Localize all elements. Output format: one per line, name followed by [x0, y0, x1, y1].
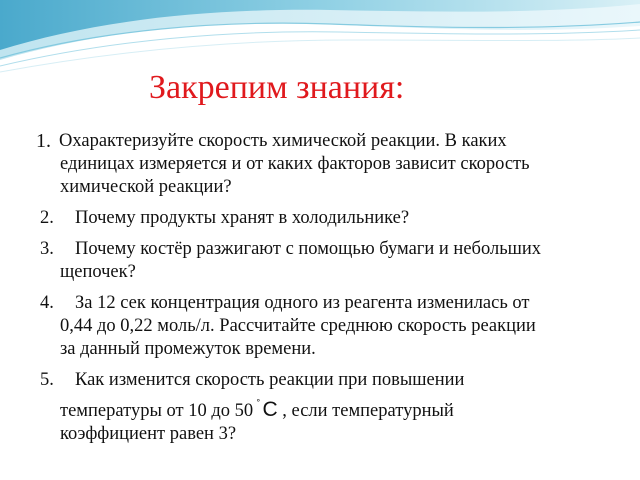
- wave-line-3: [0, 38, 640, 72]
- question-text-line: коэффициент равен 3?: [60, 424, 237, 444]
- question-text-segment: , если температурный: [282, 401, 454, 421]
- question-text-line-with-unit: [60, 392, 600, 423]
- question-list: [0, 130, 640, 454]
- question-number: 3.: [40, 239, 54, 259]
- question-item-2: [0, 207, 600, 230]
- celsius-unit: С: [262, 398, 278, 421]
- question-text-line: Как изменится скорость реакции при повышении: [75, 370, 465, 390]
- question-number: 1.: [36, 130, 51, 152]
- degree-symbol: ˚: [256, 396, 261, 411]
- question-item-4: [0, 292, 600, 361]
- question-number: 5.: [40, 370, 54, 390]
- question-item-3: [0, 238, 600, 284]
- question-text-line: За 12 сек концентрация одного из реагента изменилась от: [75, 293, 530, 313]
- question-text-line: за данный промежуток времени.: [60, 339, 316, 359]
- question-item-1: [0, 130, 600, 199]
- question-text-line: Почему продукты хранят в холодильнике?: [75, 208, 410, 228]
- question-item-5: [0, 369, 600, 446]
- question-number: 4.: [40, 293, 54, 313]
- question-number: 2.: [40, 208, 54, 228]
- question-text-segment: температуры от 10 до 50: [60, 401, 254, 421]
- question-text-line: химической реакции?: [60, 177, 232, 197]
- slide-title: Закрепим знания:: [149, 69, 405, 106]
- question-text-line: Охарактеризуйте скорость химической реакции. В каких: [59, 131, 507, 151]
- question-text-line: Почему костёр разжигают с помощью бумаги и небольших: [75, 239, 542, 259]
- question-text-line: щепочек?: [60, 262, 136, 282]
- question-text-line: единицах измеряется и от каких факторов зависит скорость: [60, 154, 530, 174]
- question-text-line: 0,44 до 0,22 моль/л. Рассчитайте среднюю скорость реакции: [60, 316, 536, 336]
